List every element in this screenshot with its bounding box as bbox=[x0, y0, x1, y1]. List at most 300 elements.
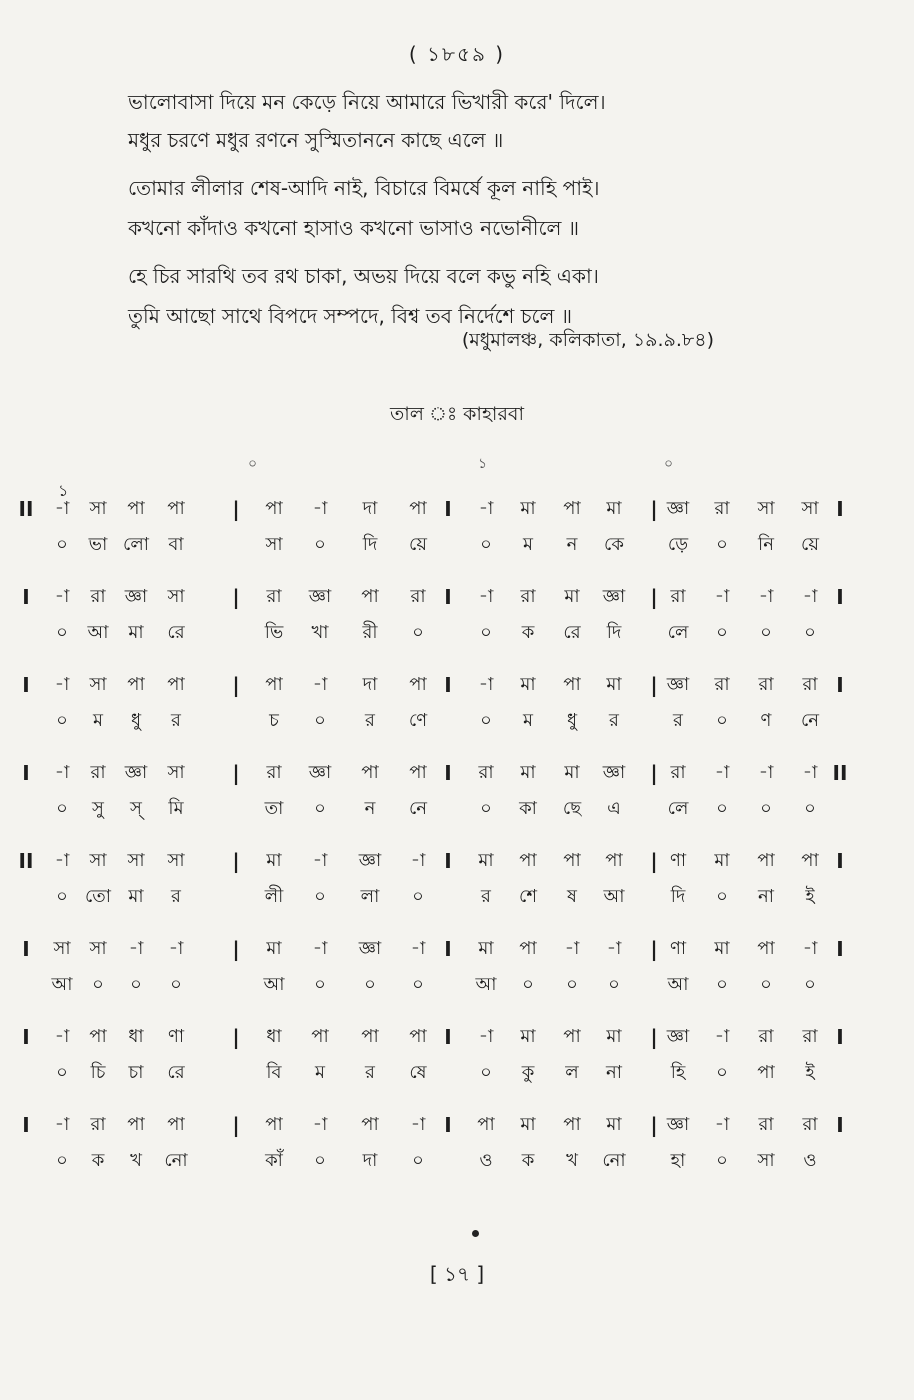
lyric-line: হে চির সারথি তব রথ চাকা, অভয় দিয়ে বলে কভু নহি একা। bbox=[128, 264, 599, 288]
notation-block bbox=[20, 1106, 890, 1194]
swara-note: জ্ঞা bbox=[124, 586, 148, 607]
bar-line: | bbox=[650, 761, 658, 785]
lyric-line: তুমি আছো সাথে বিপদে সম্পদে, বিশ্ব তব নির্দেশে চলে ॥ bbox=[128, 304, 573, 328]
lyric-syllable: মি bbox=[168, 798, 184, 819]
swara-note: -া bbox=[714, 586, 730, 607]
lyric-syllable: ধু bbox=[130, 710, 142, 731]
bar-line: I bbox=[444, 585, 452, 609]
swara-note: রা bbox=[410, 586, 426, 607]
lyric-syllable: ০ bbox=[760, 798, 772, 819]
swara-note: সা bbox=[167, 586, 185, 607]
swara-note: ণা bbox=[167, 1026, 185, 1047]
lyric-syllable: সা bbox=[757, 1150, 775, 1171]
bar-line: I bbox=[836, 585, 844, 609]
line-mark: ১ bbox=[58, 481, 69, 500]
swara-note: -া bbox=[478, 586, 494, 607]
lyric-syllable: র bbox=[171, 886, 181, 907]
swara-note: -া bbox=[128, 938, 144, 959]
lyric-row bbox=[20, 530, 890, 560]
swara-note: রা bbox=[802, 674, 818, 695]
lyric-syllable: রী bbox=[362, 622, 378, 643]
lyric-line: কখনো কাঁদাও কখনো হাসাও কখনো ভাসাও নভোনীলে ॥ bbox=[128, 216, 580, 240]
lyric-syllable: কা bbox=[519, 798, 537, 819]
lyric-syllable: র bbox=[673, 710, 683, 731]
lyric-syllable: আ bbox=[87, 622, 109, 643]
swara-note: জ্ঞা bbox=[666, 1114, 690, 1135]
lyric-syllable: সা bbox=[265, 534, 283, 555]
lyric-syllable: ০ bbox=[480, 622, 492, 643]
swara-row bbox=[20, 1022, 890, 1052]
lyric-syllable: ০ bbox=[522, 974, 534, 995]
swara-note: -া bbox=[606, 938, 622, 959]
lyric-syllable: ম bbox=[315, 1062, 325, 1083]
lyric-syllable: র bbox=[171, 710, 181, 731]
swara-note: মা bbox=[478, 850, 494, 871]
swara-note: -া bbox=[168, 938, 184, 959]
swara-note: পা bbox=[127, 1114, 145, 1135]
swara-note: পা bbox=[361, 586, 379, 607]
swara-note: -া bbox=[54, 762, 70, 783]
lyric-syllable: তো bbox=[84, 886, 112, 907]
swara-note: পা bbox=[361, 1026, 379, 1047]
lyric-syllable: ম bbox=[523, 710, 533, 731]
swara-note: পা bbox=[361, 1114, 379, 1135]
swara-note: -া bbox=[802, 762, 818, 783]
bar-line: I bbox=[444, 761, 452, 785]
swara-row bbox=[20, 934, 890, 964]
swara-note: -া bbox=[312, 938, 328, 959]
lyric-syllable: এ bbox=[607, 798, 621, 819]
swara-note: জ্ঞা bbox=[308, 762, 332, 783]
lyric-syllable: ০ bbox=[716, 622, 728, 643]
swara-note: পা bbox=[167, 1114, 185, 1135]
lyric-syllable: নে bbox=[800, 710, 820, 731]
lyric-syllable: ০ bbox=[314, 974, 326, 995]
lyric-syllable: ক bbox=[521, 622, 535, 643]
lyric-syllable: র bbox=[365, 710, 375, 731]
notation-block bbox=[20, 930, 890, 1018]
swara-note: জ্ঞা bbox=[666, 1026, 690, 1047]
swara-note: সা bbox=[801, 498, 819, 519]
lyric-syllable: লী bbox=[264, 886, 284, 907]
swara-note: রা bbox=[758, 674, 774, 695]
lyric-syllable: মা bbox=[128, 886, 144, 907]
lyric-syllable: র bbox=[481, 886, 491, 907]
lyric-syllable: র bbox=[365, 1062, 375, 1083]
lyric-syllable: দি bbox=[670, 886, 686, 907]
lyric-syllable: আ bbox=[603, 886, 625, 907]
swara-note: মা bbox=[606, 1026, 622, 1047]
lyric-row bbox=[20, 1058, 890, 1088]
lyric-syllable: কু bbox=[521, 1062, 535, 1083]
bar-line: | bbox=[650, 1025, 658, 1049]
swara-note: দা bbox=[362, 674, 378, 695]
notation-block bbox=[20, 578, 890, 666]
lyric-syllable: ০ bbox=[760, 622, 772, 643]
swara-note: জ্ঞা bbox=[124, 762, 148, 783]
swara-note: রা bbox=[670, 586, 686, 607]
bar-line: | bbox=[232, 1025, 240, 1049]
swara-note: জ্ঞা bbox=[358, 938, 382, 959]
lyric-syllable: ন bbox=[566, 534, 578, 555]
bar-line: | bbox=[232, 497, 240, 521]
swara-note: পা bbox=[519, 938, 537, 959]
song-number: ( ১৮৫৯ ) bbox=[408, 42, 506, 66]
lyric-syllable: ০ bbox=[56, 1150, 68, 1171]
lyric-syllable: খা bbox=[311, 622, 329, 643]
swara-note: পা bbox=[409, 762, 427, 783]
swara-note: -া bbox=[758, 762, 774, 783]
swara-note: মা bbox=[478, 938, 494, 959]
lyric-syllable: ০ bbox=[716, 886, 728, 907]
lyric-row bbox=[20, 794, 890, 824]
notation-block bbox=[20, 842, 890, 930]
swara-note: রা bbox=[90, 762, 106, 783]
swara-note: -া bbox=[802, 938, 818, 959]
lyric-syllable: ০ bbox=[412, 974, 424, 995]
swara-note: -া bbox=[312, 850, 328, 871]
lyric-syllable: চ bbox=[269, 710, 279, 731]
swara-note: রা bbox=[266, 762, 282, 783]
bar-line: I bbox=[836, 849, 844, 873]
bar-line: | bbox=[650, 849, 658, 873]
swara-note: সা bbox=[757, 498, 775, 519]
lyric-syllable: ০ bbox=[480, 710, 492, 731]
lyric-syllable: ০ bbox=[314, 1150, 326, 1171]
lyric-syllable: নে bbox=[408, 798, 428, 819]
lyric-syllable: আ bbox=[475, 974, 497, 995]
lyric-syllable: ০ bbox=[716, 1062, 728, 1083]
swara-note: পা bbox=[89, 1026, 107, 1047]
lyric-syllable: লে bbox=[667, 798, 689, 819]
lyric-syllable: দা bbox=[362, 1150, 378, 1171]
lyric-syllable: লে bbox=[667, 622, 689, 643]
notation-block bbox=[20, 754, 890, 842]
swara-row bbox=[20, 670, 890, 700]
swara-row bbox=[20, 582, 890, 612]
swara-note: -া bbox=[564, 938, 580, 959]
swara-note: মা bbox=[564, 762, 580, 783]
swara-note: সা bbox=[167, 850, 185, 871]
lyric-row bbox=[20, 618, 890, 648]
lyric-syllable: ০ bbox=[608, 974, 620, 995]
bar-line: I bbox=[22, 761, 30, 785]
lyric-syllable: ০ bbox=[314, 710, 326, 731]
beat-mark: ১ bbox=[478, 456, 488, 472]
swara-note: রা bbox=[520, 586, 536, 607]
swara-row bbox=[20, 846, 890, 876]
swara-note: -া bbox=[410, 938, 426, 959]
lyric-syllable: ন bbox=[364, 798, 376, 819]
swara-note: মা bbox=[520, 1026, 536, 1047]
bar-line: | bbox=[232, 761, 240, 785]
swara-row bbox=[20, 1110, 890, 1140]
lyric-syllable: খ bbox=[566, 1150, 578, 1171]
swara-note: রা bbox=[714, 674, 730, 695]
lyric-syllable: র bbox=[609, 710, 619, 731]
swara-note: পা bbox=[167, 498, 185, 519]
lyric-row bbox=[20, 970, 890, 1000]
lyric-syllable: ০ bbox=[412, 622, 424, 643]
lyric-syllable: ম bbox=[93, 710, 103, 731]
swara-note: পা bbox=[361, 762, 379, 783]
swara-note: পা bbox=[563, 850, 581, 871]
swara-note: মা bbox=[266, 850, 282, 871]
swara-note: -া bbox=[312, 1114, 328, 1135]
swara-note: রা bbox=[266, 586, 282, 607]
swara-note: -া bbox=[478, 674, 494, 695]
swara-note: পা bbox=[519, 850, 537, 871]
swara-note: পা bbox=[757, 938, 775, 959]
swara-note: জ্ঞা bbox=[666, 674, 690, 695]
lyric-syllable: হা bbox=[670, 1150, 686, 1171]
lyric-syllable: ভা bbox=[88, 534, 108, 555]
swara-note: জ্ঞা bbox=[308, 586, 332, 607]
bar-line: I bbox=[836, 1113, 844, 1137]
swara-note: ণা bbox=[669, 938, 687, 959]
swara-note: -া bbox=[54, 850, 70, 871]
lyric-syllable: ও bbox=[803, 1150, 817, 1171]
swara-note: ধা bbox=[266, 1026, 282, 1047]
bar-line: I bbox=[444, 1025, 452, 1049]
beat-mark: ০ bbox=[664, 456, 674, 472]
swara-note: -া bbox=[54, 498, 70, 519]
swara-note: পা bbox=[127, 498, 145, 519]
swara-note: পা bbox=[167, 674, 185, 695]
bar-line: II bbox=[18, 497, 34, 521]
swara-note: পা bbox=[127, 674, 145, 695]
bar-line: | bbox=[232, 849, 240, 873]
swara-note: -া bbox=[54, 1114, 70, 1135]
lyric-syllable: ল bbox=[565, 1062, 579, 1083]
notation-table bbox=[20, 490, 890, 1194]
swara-note: -া bbox=[714, 1026, 730, 1047]
swara-note: রা bbox=[714, 498, 730, 519]
lyric-syllable: ০ bbox=[480, 534, 492, 555]
lyric-syllable: পা bbox=[757, 1062, 775, 1083]
swara-note: ধা bbox=[128, 1026, 144, 1047]
bar-line: I bbox=[836, 673, 844, 697]
lyric-syllable: ০ bbox=[130, 974, 142, 995]
lyric-syllable: য়ে bbox=[409, 534, 427, 555]
bar-line: I bbox=[836, 937, 844, 961]
lyric-syllable: চি bbox=[90, 1062, 106, 1083]
lyric-syllable: হি bbox=[670, 1062, 686, 1083]
swara-note: -া bbox=[54, 1026, 70, 1047]
lyric-syllable: মা bbox=[128, 622, 144, 643]
lyric-syllable: রে bbox=[167, 622, 185, 643]
bar-line: | bbox=[232, 585, 240, 609]
swara-note: রা bbox=[90, 1114, 106, 1135]
swara-note: জ্ঞা bbox=[602, 762, 626, 783]
lyric-line: মধুর চরণে মধুর রণনে সুস্মিতাননে কাছে এলে ॥ bbox=[128, 128, 504, 152]
bar-line: | bbox=[650, 1113, 658, 1137]
lyric-syllable: ০ bbox=[804, 974, 816, 995]
lyric-syllable: ০ bbox=[364, 974, 376, 995]
swara-note: মা bbox=[564, 586, 580, 607]
bar-line: | bbox=[650, 585, 658, 609]
swara-note: -া bbox=[714, 1114, 730, 1135]
lyric-syllable: ০ bbox=[56, 798, 68, 819]
swara-note: পা bbox=[563, 498, 581, 519]
swara-note: রা bbox=[478, 762, 494, 783]
bar-line: | bbox=[650, 937, 658, 961]
lyric-syllable: দি bbox=[606, 622, 622, 643]
lyric-syllable: ০ bbox=[314, 886, 326, 907]
bar-line: I bbox=[444, 497, 452, 521]
swara-note: রা bbox=[90, 586, 106, 607]
bar-line: | bbox=[650, 673, 658, 697]
swara-note: জ্ঞা bbox=[602, 586, 626, 607]
swara-note: পা bbox=[757, 850, 775, 871]
bar-line: | bbox=[232, 1113, 240, 1137]
swara-note: -া bbox=[714, 762, 730, 783]
lyric-syllable: আ bbox=[51, 974, 73, 995]
swara-note: পা bbox=[409, 1026, 427, 1047]
swara-note: পা bbox=[409, 498, 427, 519]
notation-block bbox=[20, 1018, 890, 1106]
swara-note: মা bbox=[266, 938, 282, 959]
bar-line: I bbox=[836, 1025, 844, 1049]
swara-note: মা bbox=[520, 762, 536, 783]
swara-note: সা bbox=[89, 498, 107, 519]
lyric-syllable: আ bbox=[667, 974, 689, 995]
lyric-syllable: ০ bbox=[314, 798, 326, 819]
lyrics-block bbox=[128, 88, 768, 330]
source-note: (মধুমালঞ্চ, কলিকাতা, ১৯.৯.৮৪) bbox=[461, 329, 714, 351]
bullet-dot bbox=[472, 1230, 479, 1237]
lyric-syllable: স্ bbox=[130, 798, 142, 819]
lyric-syllable: শে bbox=[519, 886, 537, 907]
bar-line: II bbox=[832, 761, 848, 785]
lyric-syllable: য়ে bbox=[801, 534, 819, 555]
swara-note: পা bbox=[563, 674, 581, 695]
notation-block bbox=[20, 666, 890, 754]
swara-row bbox=[20, 494, 890, 524]
notation-block bbox=[20, 490, 890, 578]
lyric-syllable: ষ bbox=[567, 886, 577, 907]
swara-note: রা bbox=[758, 1114, 774, 1135]
lyric-syllable: ০ bbox=[804, 798, 816, 819]
bar-line: I bbox=[22, 585, 30, 609]
lyric-syllable: আ bbox=[263, 974, 285, 995]
swara-note: পা bbox=[477, 1114, 495, 1135]
bar-line: I bbox=[22, 937, 30, 961]
lyric-syllable: ক bbox=[521, 1150, 535, 1171]
lyric-syllable: ষে bbox=[409, 1062, 427, 1083]
lyric-syllable: ০ bbox=[56, 886, 68, 907]
swara-note: -া bbox=[802, 586, 818, 607]
lyric-syllable: ০ bbox=[716, 974, 728, 995]
lyric-syllable: ই bbox=[805, 886, 815, 907]
bar-line: | bbox=[232, 937, 240, 961]
swara-note: মা bbox=[606, 1114, 622, 1135]
lyric-syllable: রে bbox=[167, 1062, 185, 1083]
lyric-syllable: ম bbox=[523, 534, 533, 555]
lyric-syllable: চা bbox=[128, 1062, 144, 1083]
swara-note: মা bbox=[606, 674, 622, 695]
lyric-syllable: ০ bbox=[170, 974, 182, 995]
bar-line: I bbox=[444, 849, 452, 873]
swara-note: রা bbox=[670, 762, 686, 783]
lyric-syllable: ও bbox=[479, 1150, 493, 1171]
swara-note: জ্ঞা bbox=[358, 850, 382, 871]
bar-line: I bbox=[22, 1113, 30, 1137]
swara-note: রা bbox=[802, 1114, 818, 1135]
bar-line: | bbox=[650, 497, 658, 521]
swara-note: -া bbox=[312, 674, 328, 695]
swara-note: রা bbox=[802, 1026, 818, 1047]
swara-note: জ্ঞা bbox=[666, 498, 690, 519]
lyric-syllable: ০ bbox=[480, 798, 492, 819]
bar-line: I bbox=[444, 673, 452, 697]
lyric-syllable: খ bbox=[130, 1150, 142, 1171]
swara-note: পা bbox=[563, 1026, 581, 1047]
lyric-line: তোমার লীলার শেষ-আদি নাই, বিচারে বিমর্ষে কূল নাহি পাই। bbox=[128, 176, 600, 200]
swara-note: সা bbox=[89, 674, 107, 695]
lyric-syllable: ০ bbox=[412, 1150, 424, 1171]
bar-line: I bbox=[444, 1113, 452, 1137]
swara-note: পা bbox=[409, 674, 427, 695]
lyric-syllable: না bbox=[606, 1062, 622, 1083]
lyric-syllable: নো bbox=[602, 1150, 626, 1171]
lyric-syllable: ০ bbox=[56, 1062, 68, 1083]
swara-note: পা bbox=[801, 850, 819, 871]
lyric-syllable: তা bbox=[264, 798, 284, 819]
lyric-syllable: ছে bbox=[562, 798, 582, 819]
swara-note: -া bbox=[54, 674, 70, 695]
swara-note: -া bbox=[478, 1026, 494, 1047]
swara-note: সা bbox=[127, 850, 145, 871]
swara-note: -া bbox=[410, 850, 426, 871]
tala-heading: তাল ঃ কাহারবা bbox=[390, 403, 524, 425]
lyric-syllable: ণে bbox=[408, 710, 428, 731]
swara-note: মা bbox=[606, 498, 622, 519]
lyric-syllable: ০ bbox=[804, 622, 816, 643]
swara-note: -া bbox=[478, 498, 494, 519]
swara-note: মা bbox=[520, 498, 536, 519]
lyric-syllable: বি bbox=[266, 1062, 282, 1083]
lyric-syllable: লো bbox=[123, 534, 149, 555]
swara-note: -া bbox=[758, 586, 774, 607]
swara-row bbox=[20, 758, 890, 788]
swara-note: পা bbox=[265, 1114, 283, 1135]
page-number: [ ১৭ ] bbox=[429, 1262, 485, 1286]
swara-note: পা bbox=[563, 1114, 581, 1135]
lyric-syllable: ই bbox=[805, 1062, 815, 1083]
lyric-syllable: না bbox=[758, 886, 774, 907]
lyric-syllable: সু bbox=[92, 798, 104, 819]
bar-line: I bbox=[836, 497, 844, 521]
lyric-syllable: রে bbox=[563, 622, 581, 643]
lyric-syllable: লা bbox=[360, 886, 380, 907]
lyric-syllable: ০ bbox=[716, 1150, 728, 1171]
swara-note: পা bbox=[265, 674, 283, 695]
swara-note: সা bbox=[167, 762, 185, 783]
beat-mark: ০ bbox=[248, 456, 258, 472]
lyric-syllable: ০ bbox=[56, 710, 68, 731]
bar-line: | bbox=[232, 673, 240, 697]
lyric-syllable: ০ bbox=[716, 710, 728, 731]
swara-note: সা bbox=[89, 938, 107, 959]
bar-line: I bbox=[444, 937, 452, 961]
lyric-row bbox=[20, 1146, 890, 1176]
swara-note: পা bbox=[311, 1026, 329, 1047]
lyric-row bbox=[20, 882, 890, 912]
lyric-syllable: ০ bbox=[716, 798, 728, 819]
lyric-syllable: ভি bbox=[264, 622, 284, 643]
lyric-syllable: দি bbox=[362, 534, 378, 555]
